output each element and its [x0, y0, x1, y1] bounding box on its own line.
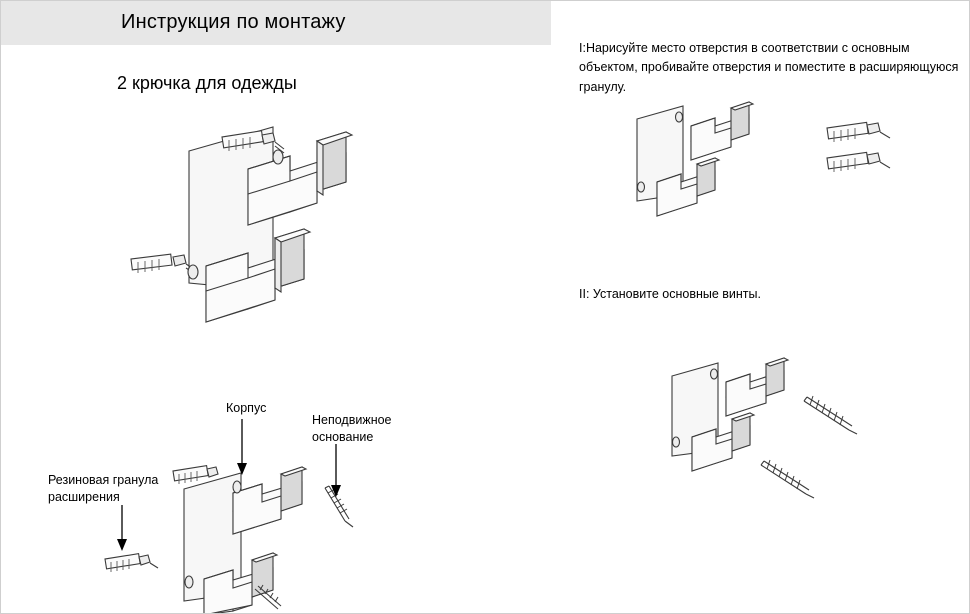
main-assembly-two-hooks	[131, 127, 352, 322]
screw-bottom	[255, 585, 281, 609]
callout-arrow-body	[237, 419, 247, 475]
step-1-text: I:Нарисуйте место отверстия в соответствии с основным объектом, пробивайте отверстия и поместите в расширяющуюся гранулу.	[579, 41, 959, 94]
anchor-lower	[131, 254, 197, 275]
callout-label-granule: Резиновая гранула расширения	[48, 473, 159, 504]
callout-label-body: Корпус	[226, 401, 267, 415]
screw-base-vertical	[325, 486, 353, 527]
screw-upper	[804, 396, 857, 434]
step1-hooks-with-anchors	[637, 102, 890, 216]
product-subtitle: 2 крючка для одежды	[117, 73, 297, 93]
step-2-text: II: Установите основные винты.	[579, 287, 761, 301]
step2-hooks-with-screws	[672, 358, 857, 498]
anchor-granule	[105, 554, 158, 572]
anchor-upper	[222, 131, 284, 153]
exploded-parts-diagram	[105, 419, 353, 614]
anchor-pair	[827, 122, 890, 172]
callout-arrow-base	[331, 444, 341, 497]
callout-arrow-granule	[117, 505, 127, 551]
screw-lower	[761, 460, 814, 498]
callout-label-base: Неподвижное основание	[312, 413, 392, 444]
page-title: Инструкция по монтажу	[121, 11, 346, 33]
